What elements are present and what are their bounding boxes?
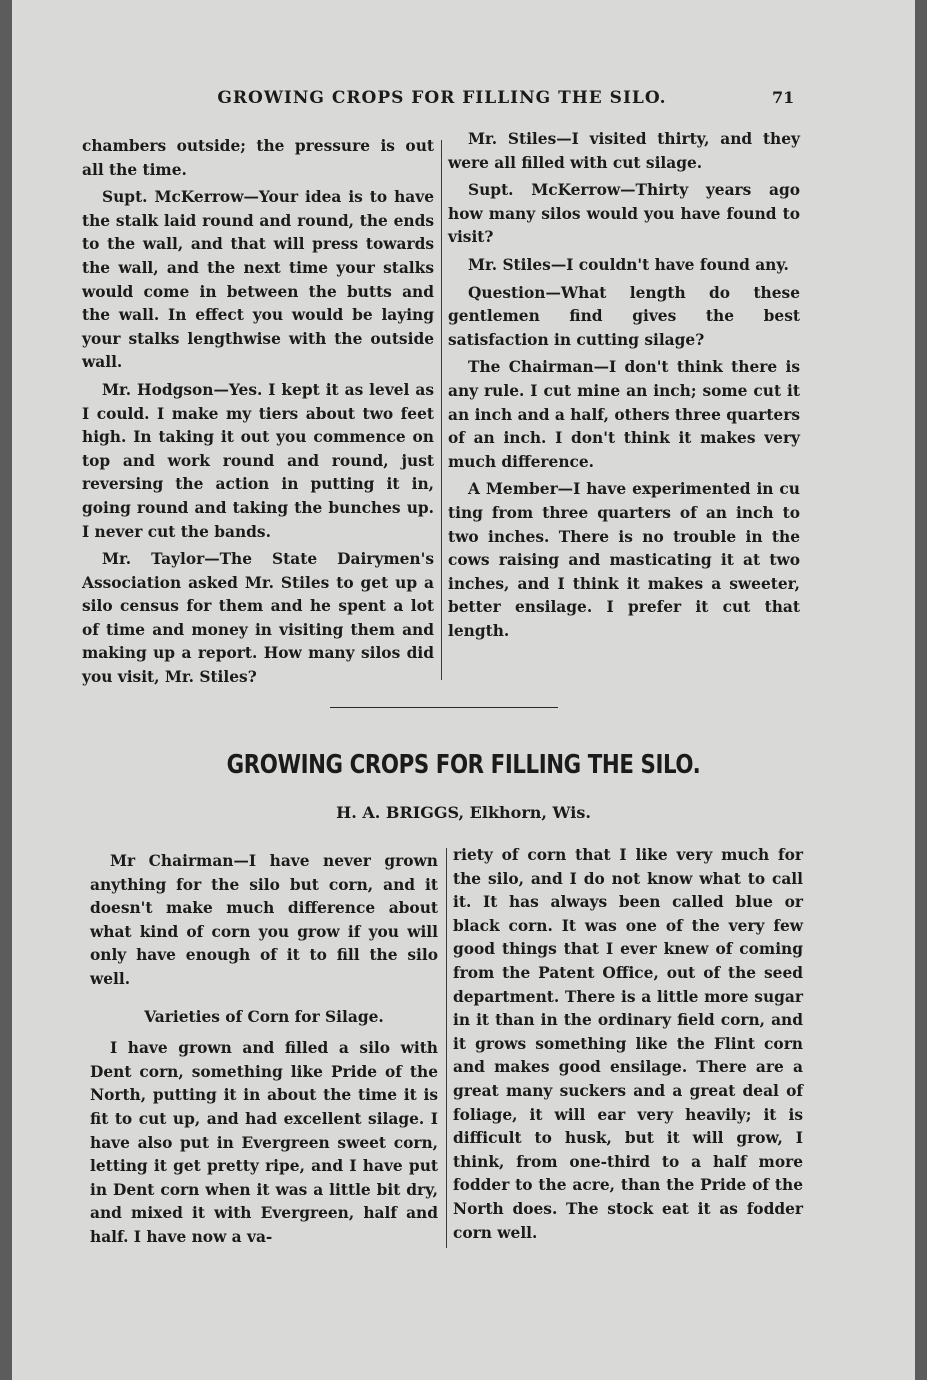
section-subheading: Varieties of Corn for Silage. [144, 1007, 384, 1026]
paragraph: riety of corn that I like very much for the silo, and I do not know what to call it. It has always been called blue or black corn. It was one of the very few good things that I ever knew of coming from the Patent Office, out of the seed department. There is a little more sugar in it than in the ordinary field corn, and it grows something like the Flint corn and makes good ensilage. There are a great many suckers and a great deal of foliage, it will ear very heavily; it is difficult to husk, but it will grow, I think, from one-third to a half more fodder to the acre, than the Pride of the North does. The stock eat it as fodder corn well. [453, 846, 803, 1242]
top-left-column [82, 135, 434, 694]
paragraph: Mr Chairman—I have never grown anything for the silo but corn, and it doesn't make much difference about what kind of corn you grow if you will only have enough of it to fill the silo well. [90, 852, 438, 988]
paragraph: The Chairman—I don't think there is any rule. I cut mine an inch; some cut it an inch and a half, others three quarters of an inch. I don't think it makes very much difference. [448, 358, 800, 471]
paragraph: Mr. Taylor—The State Dairymen's Association asked Mr. Stiles to get up a silo census for them and he spent a lot of time and money in visiting them and making up a report. How many silos did you visit, Mr. Stiles? [82, 550, 434, 687]
paragraph: Mr. Stiles—I visited thirty, and they were all filled with cut silage. [448, 130, 800, 172]
column-rule [446, 848, 447, 1248]
paragraph: Supt. McKerrow—Thirty years ago how many silos would you have found to visit? [448, 181, 800, 247]
paragraph: Mr. Stiles—I couldn't have found any. [468, 255, 789, 274]
article-author: H. A. BRIGGS, Elkhorn, Wis. [336, 803, 591, 822]
paragraph: Supt. McKerrow—Your idea is to have the stalk laid round and round, the ends to the wall, and that will press towards the wall, and the next time your stalks would come in between the butts and the wall. In effect you would be laying your stalks lengthwise with the outside wall. [82, 188, 434, 372]
paragraph: I have grown and filled a silo with Dent corn, something like Pride of the North, putting it in about the time it is fit to cut up, and had excellent silage. I have also put in Evergreen sweet corn, letting it get pretty ripe, and I have put in Dent corn when it was a little bit dry, and mixed it with Evergreen, half and half. I have now a va- [90, 1039, 438, 1246]
paragraph: chambers outside; the pressure is out all the time. [82, 137, 434, 179]
column-rule [441, 140, 442, 680]
paragraph: Question—What length do these gentlemen find gives the best satisfaction in cutting silage? [448, 283, 800, 349]
bottom-left-column [90, 850, 438, 1254]
article-title: GROWING CROPS FOR FILLING THE SILO. [226, 750, 701, 780]
running-head [12, 88, 915, 112]
paragraph: A Member—I have experimented in cu ting from three quarters of an inch to two inches. There is no trouble in the cows raising and masticating it at two inches, and I think it makes a sweeter, better ensilage. I prefer it cut that length. [448, 480, 800, 640]
top-right-column [448, 128, 800, 647]
section-divider [330, 707, 558, 708]
paragraph: Mr. Hodgson—Yes. I kept it as level as I could. I make my tiers about two feet high. In taking it out you commence on top and work round and round, just reversing the action in putting it in, going round and taking the bunches up. I never cut the bands. [82, 380, 434, 541]
page-number: 71 [772, 88, 795, 107]
running-head-title: GROWING CROPS FOR FILLING THE SILO. [217, 88, 667, 108]
book-page [12, 0, 915, 1380]
bottom-right-column [453, 844, 803, 1249]
